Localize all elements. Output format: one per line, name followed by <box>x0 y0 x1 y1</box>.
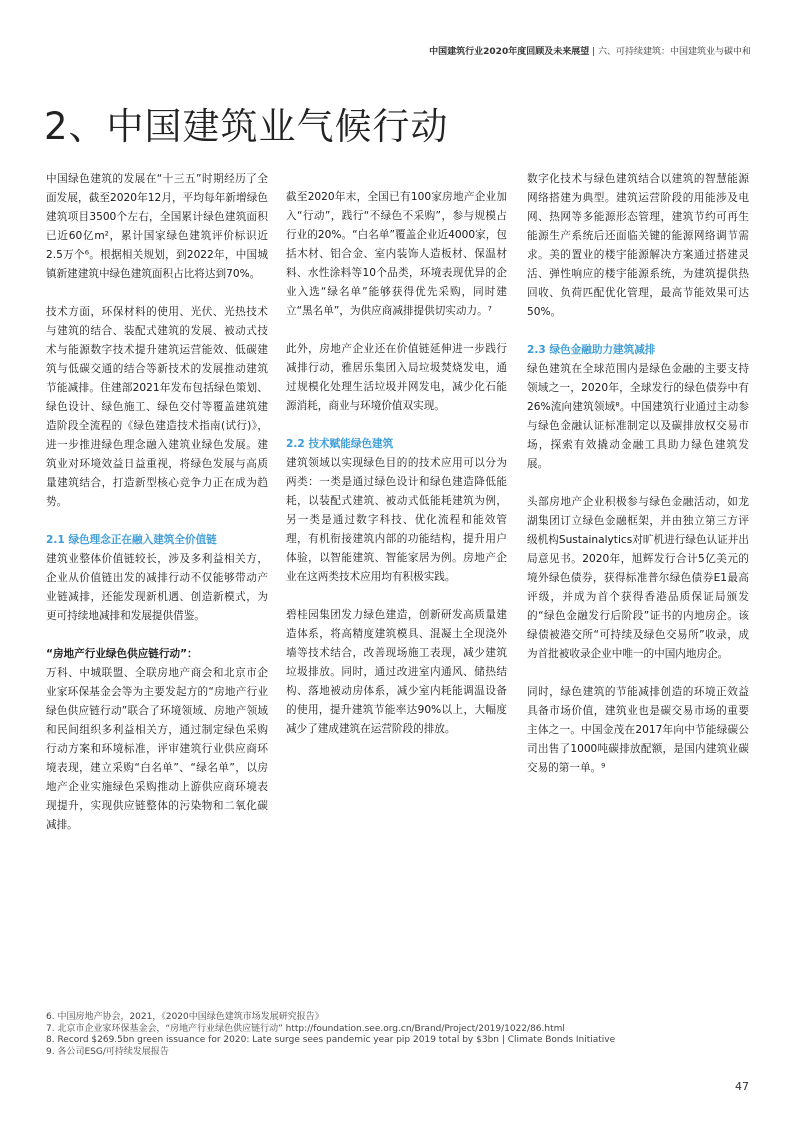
paragraph: 数字化技术与绿色建筑结合以建筑的智慧能源网络搭建为典型。建筑运营阶段的用能涉及电网、热网等多能源形态管理，建筑节约可再生能源生产系统后还面临关键的能源网络调节需求。美的置业的楼宇能源解决方案通过搭建灵活、弹性响应的楼宇能源系统，为建筑提供热回收、负荷匹配优化管理，最高节能效果可达50%。 <box>527 173 749 318</box>
footnotes <box>46 1012 746 1058</box>
paragraph: 万科、中城联盟、全联房地产商会和北京市企业家环保基金会等为主要发起方的“房地产行业绿色供应链行动”联合了环境领域、房地产领域和民间组织多利益相关方，通过制定绿色采购行动方案和环境标准，评审建筑行业供应商环境表现，建立采购“白名单”、“绿名单”，以房地产企业实施绿色采购推动上游供应商环境表现提升，实现供应链整体的污染物和二氧化碳减排。 <box>46 667 268 831</box>
page-number: 47 <box>735 1080 749 1093</box>
section-heading-2-1: 2.1 绿色理念正在融入建筑全价值链 <box>46 534 217 546</box>
paragraph: 建筑领域以实现绿色目的的技术应用可以分为两类：一类是通过绿色设计和绿色建造降低能耗，以装配式建筑、被动式低能耗建筑为例，另一类是通过数字科技、优化流程和能效管理，有机衔接建筑内部的功能结构，提升用户体验，以智能建筑、智能家居为例。房地产企业在这两类技术应用均有积极实践。 <box>286 457 507 583</box>
header-separator: | <box>589 47 598 57</box>
paragraph: 绿色建筑在全球范围内是绿色金融的主要支持领域之一，2020年，全球发行的绿色债券中有26%流向建筑领域⁸。中国建筑行业通过主动参与绿色金融认证标准制定以及碳排放权交易市场，探索有效撬动金融工具助力绿色建筑发展。 <box>527 363 749 470</box>
running-header <box>429 44 751 57</box>
paragraph: 碧桂园集团发力绿色建造，创新研发高质量建造体系，将高精度建筑模具、混凝土全现浇外墙等技术结合，改善现场施工表现，减少建筑垃圾排放。同时，通过改进室内通风、储热结构、落地被动房体系，减少室内耗能调温设备的使用，提升建筑节能率达90%以上，大幅度减少了建成建筑在运营阶段的排放。 <box>286 609 507 735</box>
section-heading-2-2: 2.2 技术赋能绿色建筑 <box>286 438 394 450</box>
paragraph: 此外，房地产企业还在价值链延伸进一步践行减排行动，雅居乐集团入局垃圾焚烧发电，通过规模化处理生活垃圾并网发电，减少化石能源消耗，商业与环境价值双实现。 <box>286 343 507 412</box>
footnote-9: 9. 各公司ESG/可持续发展报告 <box>46 1046 169 1057</box>
column-3 <box>527 170 749 797</box>
report-title: 中国建筑行业2020年度回顾及未来展望 <box>429 47 590 57</box>
footnote-6: 6. 中国房地产协会，2021，《2020中国绿色建筑市场发展研究报告》 <box>46 1012 324 1022</box>
footnote-8: 8. Record $269.5bn green issuance for 2020: Late surge sees pandemic year pip 2019 total by $3bn | Climate Bonds Initiative <box>46 1035 616 1045</box>
column-1 <box>46 170 268 854</box>
paragraph: 截至2020年末，全国已有100家房地产企业加入“行动”，践行“不绿色不采购”，参与规模占行业的20%。“白名单”覆盖企业近4000家，包括木材、铝合金、室内装饰人造板材、保温材料、水性涂料等10个品类，环境表现优异的企业入选“绿名单”能够获得优先采购，同时建立“黑名单”，为供应商减排提供切实动力。⁷ <box>286 191 507 317</box>
case-heading: “房地产行业绿色供应链行动”： <box>46 648 198 660</box>
paragraph: 建筑业整体价值链较长，涉及多利益相关方，企业从价值链出发的减排行动不仅能够带动产业链减排，还能发现新机遇、创造新模式，为更可持续地减排和发展提供借鉴。 <box>46 553 268 622</box>
paragraph: 头部房地产企业积极参与绿色金融活动，如龙湖集团订立绿色金融框架，并由独立第三方评级机构Sustainalytics对旷机进行绿色认证并出局意见书。2020年，旭辉发行合计5亿美元的境外绿色债券，获得标准普尔绿色债券E1最高评级，并成为首个获得香港品质保证局颁发的“绿色金融发行后阶段”证书的内地房企。该绿债被港交所“可持续及绿色交易所”收录，成为首批被收录企业中唯一的中国内地房企。 <box>527 496 749 660</box>
footnote-7[interactable]: 7. 北京市企业家环保基金会，“房地产行业绿色供应链行动” http://foundation.see.org.cn/Brand/Project/2019/1022/86.html <box>46 1023 565 1034</box>
section-heading-2-3: 2.3 绿色金融助力建筑减排 <box>527 344 656 356</box>
section-title: 六、可持续建筑：中国建筑业与碳中和 <box>597 47 751 57</box>
paragraph: 技术方面，环保材料的使用、光伏、光热技术与建筑的结合、装配式建筑的发展、被动式技术与能源数字技术提升建筑运营能效、低碳建筑与低碳交通的结合等新技术的发展推动建筑节能减排。住建部2021年发布包括绿色策划、绿色设计、绿色施工、绿色交付等覆盖建筑建造阶段全流程的《绿色建造技术指南(试行)》，进一步推进绿色理念融入建筑业绿色发展。建筑业对环境效益日益重视，将绿色发展与高质量建筑结合，打造新型核心竞争力正在成为趋势。 <box>46 306 268 508</box>
page-title: 2、中国建筑业气候行动 <box>44 105 449 148</box>
column-2 <box>286 188 507 758</box>
paragraph: 同时，绿色建筑的节能减排创造的环境正效益具备市场价值，建筑业也是碳交易市场的重要主体之一。中国金茂在2017年向中节能绿碳公司出售了1000吨碳排放配额，是国内建筑业碳交易的第一单。⁹ <box>527 686 749 774</box>
paragraph: 中国绿色建筑的发展在“十三五”时期经历了全面发展，截至2020年12月，平均每年新增绿色建筑项目3500个左右，全国累计绿色建筑面积已近60亿m²，累计国家绿色建筑评价标识近2.5万个⁶。根据相关规划，到2022年，中国城镇新建建筑中绿色建筑面积占比将达到70%。 <box>46 173 268 280</box>
